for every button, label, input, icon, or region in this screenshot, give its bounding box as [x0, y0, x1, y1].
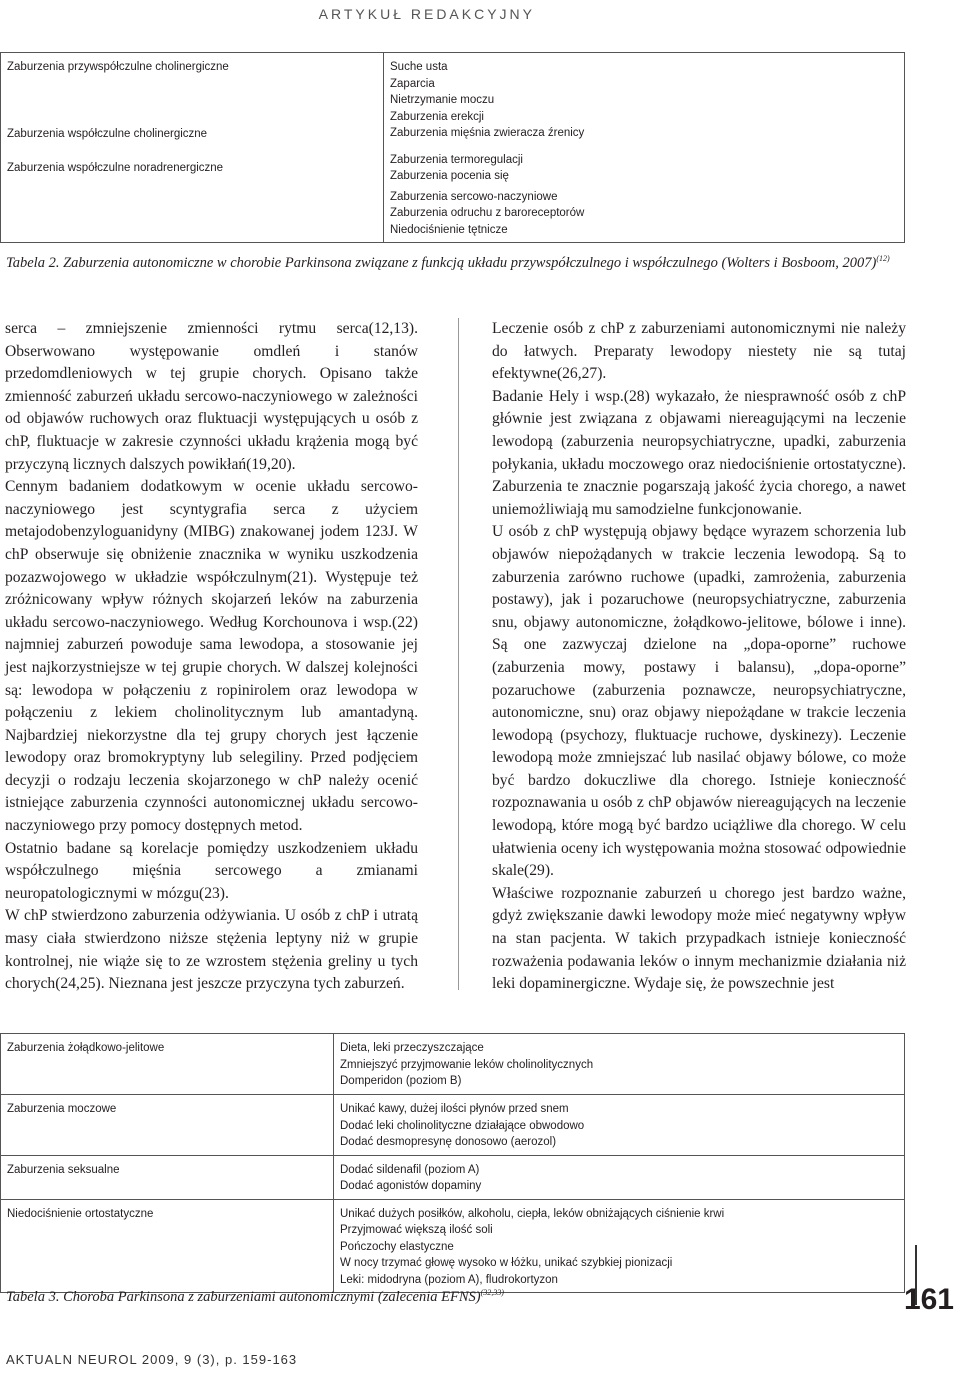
category-label: Niedociśnienie ortostatyczne: [7, 1207, 154, 1220]
item-text: Dodać agonistów dopaminy: [340, 1180, 482, 1192]
table-cell-items: [384, 53, 905, 243]
caption-text: Tabela 2. Zaburzenia autonomiczne w chorobie Parkinsona związane z funkcją układu przywspółczulnego i współczulnego (Wolters i Bosboom, 2007): [6, 255, 877, 271]
table-2: [0, 52, 905, 243]
table-cell-category: [1, 1034, 334, 1095]
table-cell-category: [1, 1095, 334, 1156]
table-cell-category: [1, 1155, 334, 1199]
caption-reference: (32,33): [480, 1288, 504, 1298]
item-text: Domperidon (poziom B): [340, 1075, 462, 1087]
item-text: Dodać desmopresynę donosowo (aerozol): [340, 1136, 557, 1148]
item-text: Zaparcia: [390, 77, 435, 90]
table-row: [1, 53, 905, 243]
table-cell-items: [334, 1155, 905, 1199]
table-cell-category: [1, 1199, 334, 1293]
paragraph: serca – zmniejszenie zmienności rytmu serca(12,13). Obserwowano występowanie omdleń i stanów przedomdleniowych w tej grupie chorych. Opisano także zmienność zaburzeń układu sercowo-naczyniowego w zależności od objawów ruchowych oraz fluktuacji występujących u osób z chP, fluktuacje w zakresie czynności układu krążenia mogą być przyczyną licznych dalszych powikłań(19,20).: [5, 320, 418, 473]
column-divider: [458, 318, 459, 990]
journal-citation: AKTUALN NEUROL 2009, 9 (3), p. 159-163: [6, 1352, 298, 1367]
category-label: Zaburzenia moczowe: [7, 1103, 117, 1115]
category-label: Zaburzenia współczulne noradrenergiczne: [7, 162, 224, 174]
paragraph: Leczenie osób z chP z zaburzeniami autonomicznymi nie należy do łatwych. Preparaty lewodopy niestety nie są tutaj efektywne(26,27).: [492, 320, 906, 383]
item-text: Zaburzenia mięśnia zwieracza źrenicy: [390, 127, 585, 139]
table-3-caption: [6, 1287, 886, 1307]
running-header: ARTYKUŁ REDAKCYJNY: [318, 6, 535, 22]
item-text: Przyjmować większą ilość soli: [340, 1224, 493, 1236]
category-label: Zaburzenia seksualne: [7, 1163, 120, 1176]
table-row: [1, 1034, 905, 1095]
category-label: Zaburzenia współczulne cholinergiczne: [7, 127, 208, 140]
table-3: [0, 1033, 905, 1293]
table-cell-category: [1, 53, 384, 243]
item-text: W nocy trzymać głowę wysoko w łóżku, unikać szybkiej pionizacji: [340, 1257, 673, 1269]
item-text: Zaburzenia termoregulacji: [390, 153, 523, 166]
item-text: Niedociśnienie tętnicze: [390, 223, 508, 236]
table-cell-items: [334, 1034, 905, 1095]
table-2-caption: [6, 253, 906, 273]
item-text: Dodać leki cholinolityczne działające obwodowo: [340, 1119, 585, 1132]
table-row: [1, 1155, 905, 1199]
paragraph: W chP stwierdzono zaburzenia odżywiania. U osób z chP i utratą masy ciała stwierdzono niższe stężenia leptyny niż w grupie kontrolnej, nie wiąże się to ze wzrostem stężenia greliny u tych chorych(24,25). Nieznana jest jeszcze przyczyna tych zaburzeń.: [5, 907, 418, 993]
category-label: Zaburzenia przywspółczulne cholinergiczne: [7, 61, 229, 73]
item-text: Nietrzymanie moczu: [390, 94, 495, 106]
paragraph: Badanie Hely i wsp.(28) wykazało, że niesprawność osób z chP głównie jest związana z objawami niereagującymi na leczenie lewodopą (zaburzenia neuropsychiatryczne, upadki, zaburzenia połykania, układu moczowego oraz niedociśnienie ortostatyczne). Zaburzenia te znacznie pogarszają jakość życia chorego, a nawet uniemożliwiają mu samodzielne funkcjonowanie.: [492, 387, 906, 518]
item-text: Zaburzenia erekcji: [390, 110, 484, 123]
item-text: Zaburzenia odruchu z baroreceptorów: [390, 207, 585, 219]
item-text: Dieta, leki przeczyszczające: [340, 1042, 484, 1054]
item-text: Unikać dużych posiłków, alkoholu, ciepła, leków obniżających ciśnienie krwi: [340, 1207, 725, 1220]
page-number: 161: [903, 1283, 954, 1316]
table-cell-items: [334, 1199, 905, 1293]
body-column-left: [5, 318, 418, 996]
item-text: Leki: midodryna (poziom A), fludrokortyzon: [340, 1273, 558, 1286]
paragraph: U osób z chP występują objawy będące wyrazem schorzenia lub objawów niepożądanych w trakcie leczenia lewodopą. Są to zaburzenia zarówno ruchowe (upadki, zamrożenia, zaburzenia postawy), jak i pozaruchowe (neuropsychiatryczne, zaburzenia snu, objawy autonomiczne, żołądkowo-jelitowe, bólowe i inne). Są one zazwyczaj dzielone na „dopa-oporne” ruchowe (zaburzenia mowy, postawy i balansu), „dopa-oporne” pozaruchowe (zaburzenia poznawcze, neuropsychiatryczne, autonomiczne, snu) oraz objawy niepożądane w trakcie leczenia lewodopą (psychozy, fluktuacje ruchowe, dyskinezy). Leczenie lewodopą może zmniejszać lub nasilać objawy bólowe, co może być bardzo dokuczliwe dla chorego. Istnieje konieczność rozpoznawania u osób z chP objawów niereagujących na leczenie lewodopą, które mogą być bardzo uciążliwe dla chorego. W celu ułatwienia oceny ich występowania można stosować odpowiednie skale(29).: [492, 523, 906, 880]
table-cell-items: [334, 1095, 905, 1156]
item-text: Zmniejszyć przyjmowanie leków cholinolitycznych: [340, 1058, 594, 1071]
item-text: Unikać kawy, dużej ilości płynów przed snem: [340, 1103, 569, 1115]
caption-reference: (12): [876, 254, 890, 264]
body-column-right: [492, 318, 906, 996]
table-row: [1, 1199, 905, 1293]
item-text: Suche usta: [390, 61, 448, 73]
category-label: Zaburzenia żołądkowo-jelitowe: [7, 1042, 165, 1054]
table-row: [1, 1095, 905, 1156]
item-text: Pończochy elastyczne: [340, 1240, 454, 1253]
item-text: Zaburzenia pocenia się: [390, 170, 509, 182]
item-text: Zaburzenia sercowo-naczyniowe: [390, 190, 558, 203]
paragraph: Właściwe rozpoznanie zaburzeń u chorego jest bardzo ważne, gdyż zwiększanie dawki lewodopy może mieć negatywny wpływ na stan pacjenta. W takich przypadkach istnieje konieczność rozważenia podawania leków o innym mechanizmie działania niż leki dopaminergiczne. Wydaje się, że powszechnie jest: [492, 884, 906, 993]
item-text: Dodać sildenafil (poziom A): [340, 1163, 480, 1176]
paragraph: Ostatnio badane są korelacje pomiędzy uszkodzeniem układu współczulnego mięśnia sercowego a zmianami neuropatologicznymi w mózgu(23).: [5, 839, 418, 902]
paragraph: Cennym badaniem dodatkowym w ocenie układu sercowo-naczyniowego jest scyntygrafia serca z użyciem metajodobenzyloguanidyny (MIBG) znakowanej jodem 123J. W chP obserwuje się obniżenie znacznika w wyniku uszkodzenia pozazwojowego w układzie współczulnym(21). Występuje też zróżnicowany wpływ różnych skojarzeń leków na zaburzenia układu sercowo-naczyniowego. Według Korchounova i wsp.(22) najmniej zaburzeń powoduje sama lewodopa, a stosowanie jej jest najkorzystniejsze w tej grupie chorych. W dalszej kolejności są: lewodopa w połączeniu z ropinirolem oraz lewodopa w połączeniu z lekiem cholinolitycznym lub amantadyną. Najbardziej niekorzystne dla tej grupy chorych jest łączenie lewodopy oraz bromokryptyny lub selegiliny. Przed podjęciem decyzji o rodzaju leczenia skojarzonego w chP należy ocenić istniejące zaburzenia czynności autonomicznej układu sercowo-naczyniowego przy pomocy dostępnych metod.: [5, 478, 418, 835]
caption-text: Tabela 3. Choroba Parkinsona z zaburzeniami autonomicznymi (zalecenia EFNS): [6, 1289, 481, 1305]
